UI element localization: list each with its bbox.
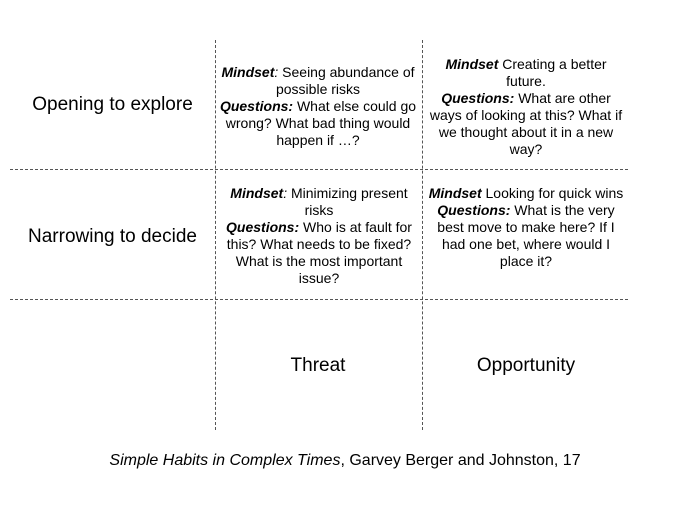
questions-label: Questions:	[219, 98, 294, 114]
mindset-text: Seeing abundance of possible risks	[275, 64, 415, 97]
questions-label: Questions:	[437, 202, 511, 218]
divider-horizontal-bottom	[10, 299, 628, 300]
mindset-colon: :	[274, 64, 279, 80]
mindset-text: Minimizing present risks	[287, 185, 408, 218]
mindset-text: Creating a better future.	[498, 56, 607, 89]
divider-horizontal-top	[10, 169, 628, 170]
cell-explore-threat	[218, 64, 418, 149]
row-label-decide: Narrowing to decide	[28, 226, 197, 247]
questions-label: Questions:	[441, 90, 515, 106]
cell-explore-opportunity	[426, 56, 626, 158]
column-label-opportunity: Opportunity	[476, 355, 576, 376]
book-title: Simple Habits in Complex Times	[109, 452, 341, 469]
cell-decide-opportunity	[426, 185, 626, 270]
mindset-colon: :	[283, 185, 288, 201]
column-label-threat: Threat	[290, 355, 346, 376]
divider-vertical-right	[422, 40, 423, 430]
questions-text: Who is at fault for this? What needs to be fixed? What is the most important issue?	[226, 219, 412, 286]
row-label-explore: Opening to explore	[32, 94, 193, 115]
mindset-label: Mindset	[445, 56, 499, 72]
cell-decide-threat	[218, 185, 420, 287]
questions-text: What is the very best move to make here? If I had one bet, where would I place it?	[437, 202, 615, 269]
mindset-label: Mindset	[230, 185, 284, 201]
mindset-text: Looking for quick wins	[481, 185, 624, 201]
mindset-label: Mindset	[221, 64, 275, 80]
questions-text: What are other ways of looking at this? What if we thought about it in a new way?	[429, 90, 623, 157]
citation-caption	[0, 452, 690, 470]
questions-text: What else could go wrong? What bad thing would happen if …?	[225, 98, 417, 148]
mindset-label: Mindset	[428, 185, 482, 201]
citation-authors: , Garvey Berger and Johnston, 17	[340, 452, 581, 469]
questions-label: Questions:	[226, 219, 300, 235]
